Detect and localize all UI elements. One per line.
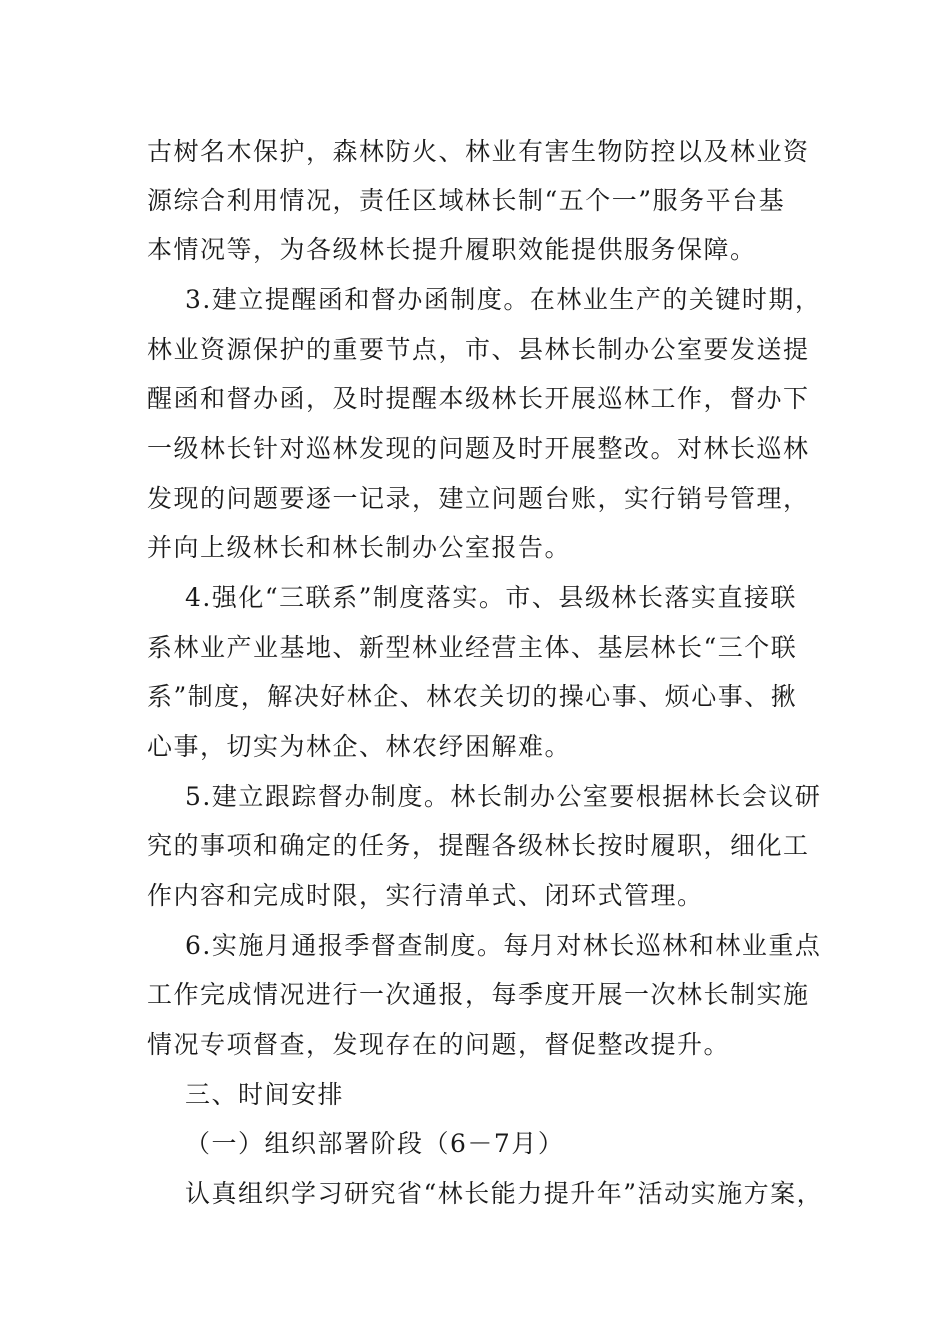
section-3-heading: 3.建立提醒函和督办函制度。在林业生产的关键时期， bbox=[185, 285, 822, 314]
text-line: 发现的问题要逐一记录，建立问题台账，实行销号管理， bbox=[147, 484, 810, 513]
section-heading-time-schedule: 三、时间安排 bbox=[185, 1080, 345, 1109]
text-line: 古树名木保护，森林防火、林业有害生物防控以及林业资 bbox=[147, 137, 810, 166]
text-line: 本情况等，为各级林长提升履职效能提供服务保障。 bbox=[147, 235, 757, 264]
text-line: 系”制度，解决好林企、林农关切的操心事、烦心事、揪 bbox=[147, 682, 798, 711]
text-line: 心事，切实为林企、林农纾困解难。 bbox=[147, 732, 572, 761]
subsection-heading-deployment: （一）组织部署阶段（6－7月） bbox=[185, 1129, 565, 1158]
text-line: 并向上级林长和林长制办公室报告。 bbox=[147, 533, 572, 562]
section-5-heading: 5.建立跟踪督办制度。林长制办公室要根据林长会议研 bbox=[185, 782, 822, 811]
text-line: 系林业产业基地、新型林业经营主体、基层林长“三个联 bbox=[147, 633, 798, 662]
text-line: 林业资源保护的重要节点，市、县林长制办公室要发送提 bbox=[147, 335, 810, 364]
text-line: 情况专项督查，发现存在的问题，督促整改提升。 bbox=[147, 1030, 731, 1059]
text-line: 工作完成情况进行一次通报，每季度开展一次林长制实施 bbox=[147, 980, 810, 1009]
text-line: 作内容和完成时限，实行清单式、闭环式管理。 bbox=[147, 881, 704, 910]
text-line: 醒函和督办函，及时提醒本级林长开展巡林工作，督办下 bbox=[147, 384, 810, 413]
section-6-heading: 6.实施月通报季督查制度。每月对林长巡林和林业重点 bbox=[185, 931, 822, 960]
text-line: 一级林长针对巡林发现的问题及时开展整改。对林长巡林 bbox=[147, 434, 810, 463]
text-line: 认真组织学习研究省“林长能力提升年”活动实施方案， bbox=[185, 1179, 824, 1208]
text-line: 究的事项和确定的任务，提醒各级林长按时履职，细化工 bbox=[147, 831, 810, 860]
section-4-heading: 4.强化“三联系”制度落实。市、县级林长落实直接联 bbox=[185, 583, 797, 612]
text-line: 源综合利用情况，责任区域林长制“五个一”服务平台基 bbox=[147, 186, 786, 215]
